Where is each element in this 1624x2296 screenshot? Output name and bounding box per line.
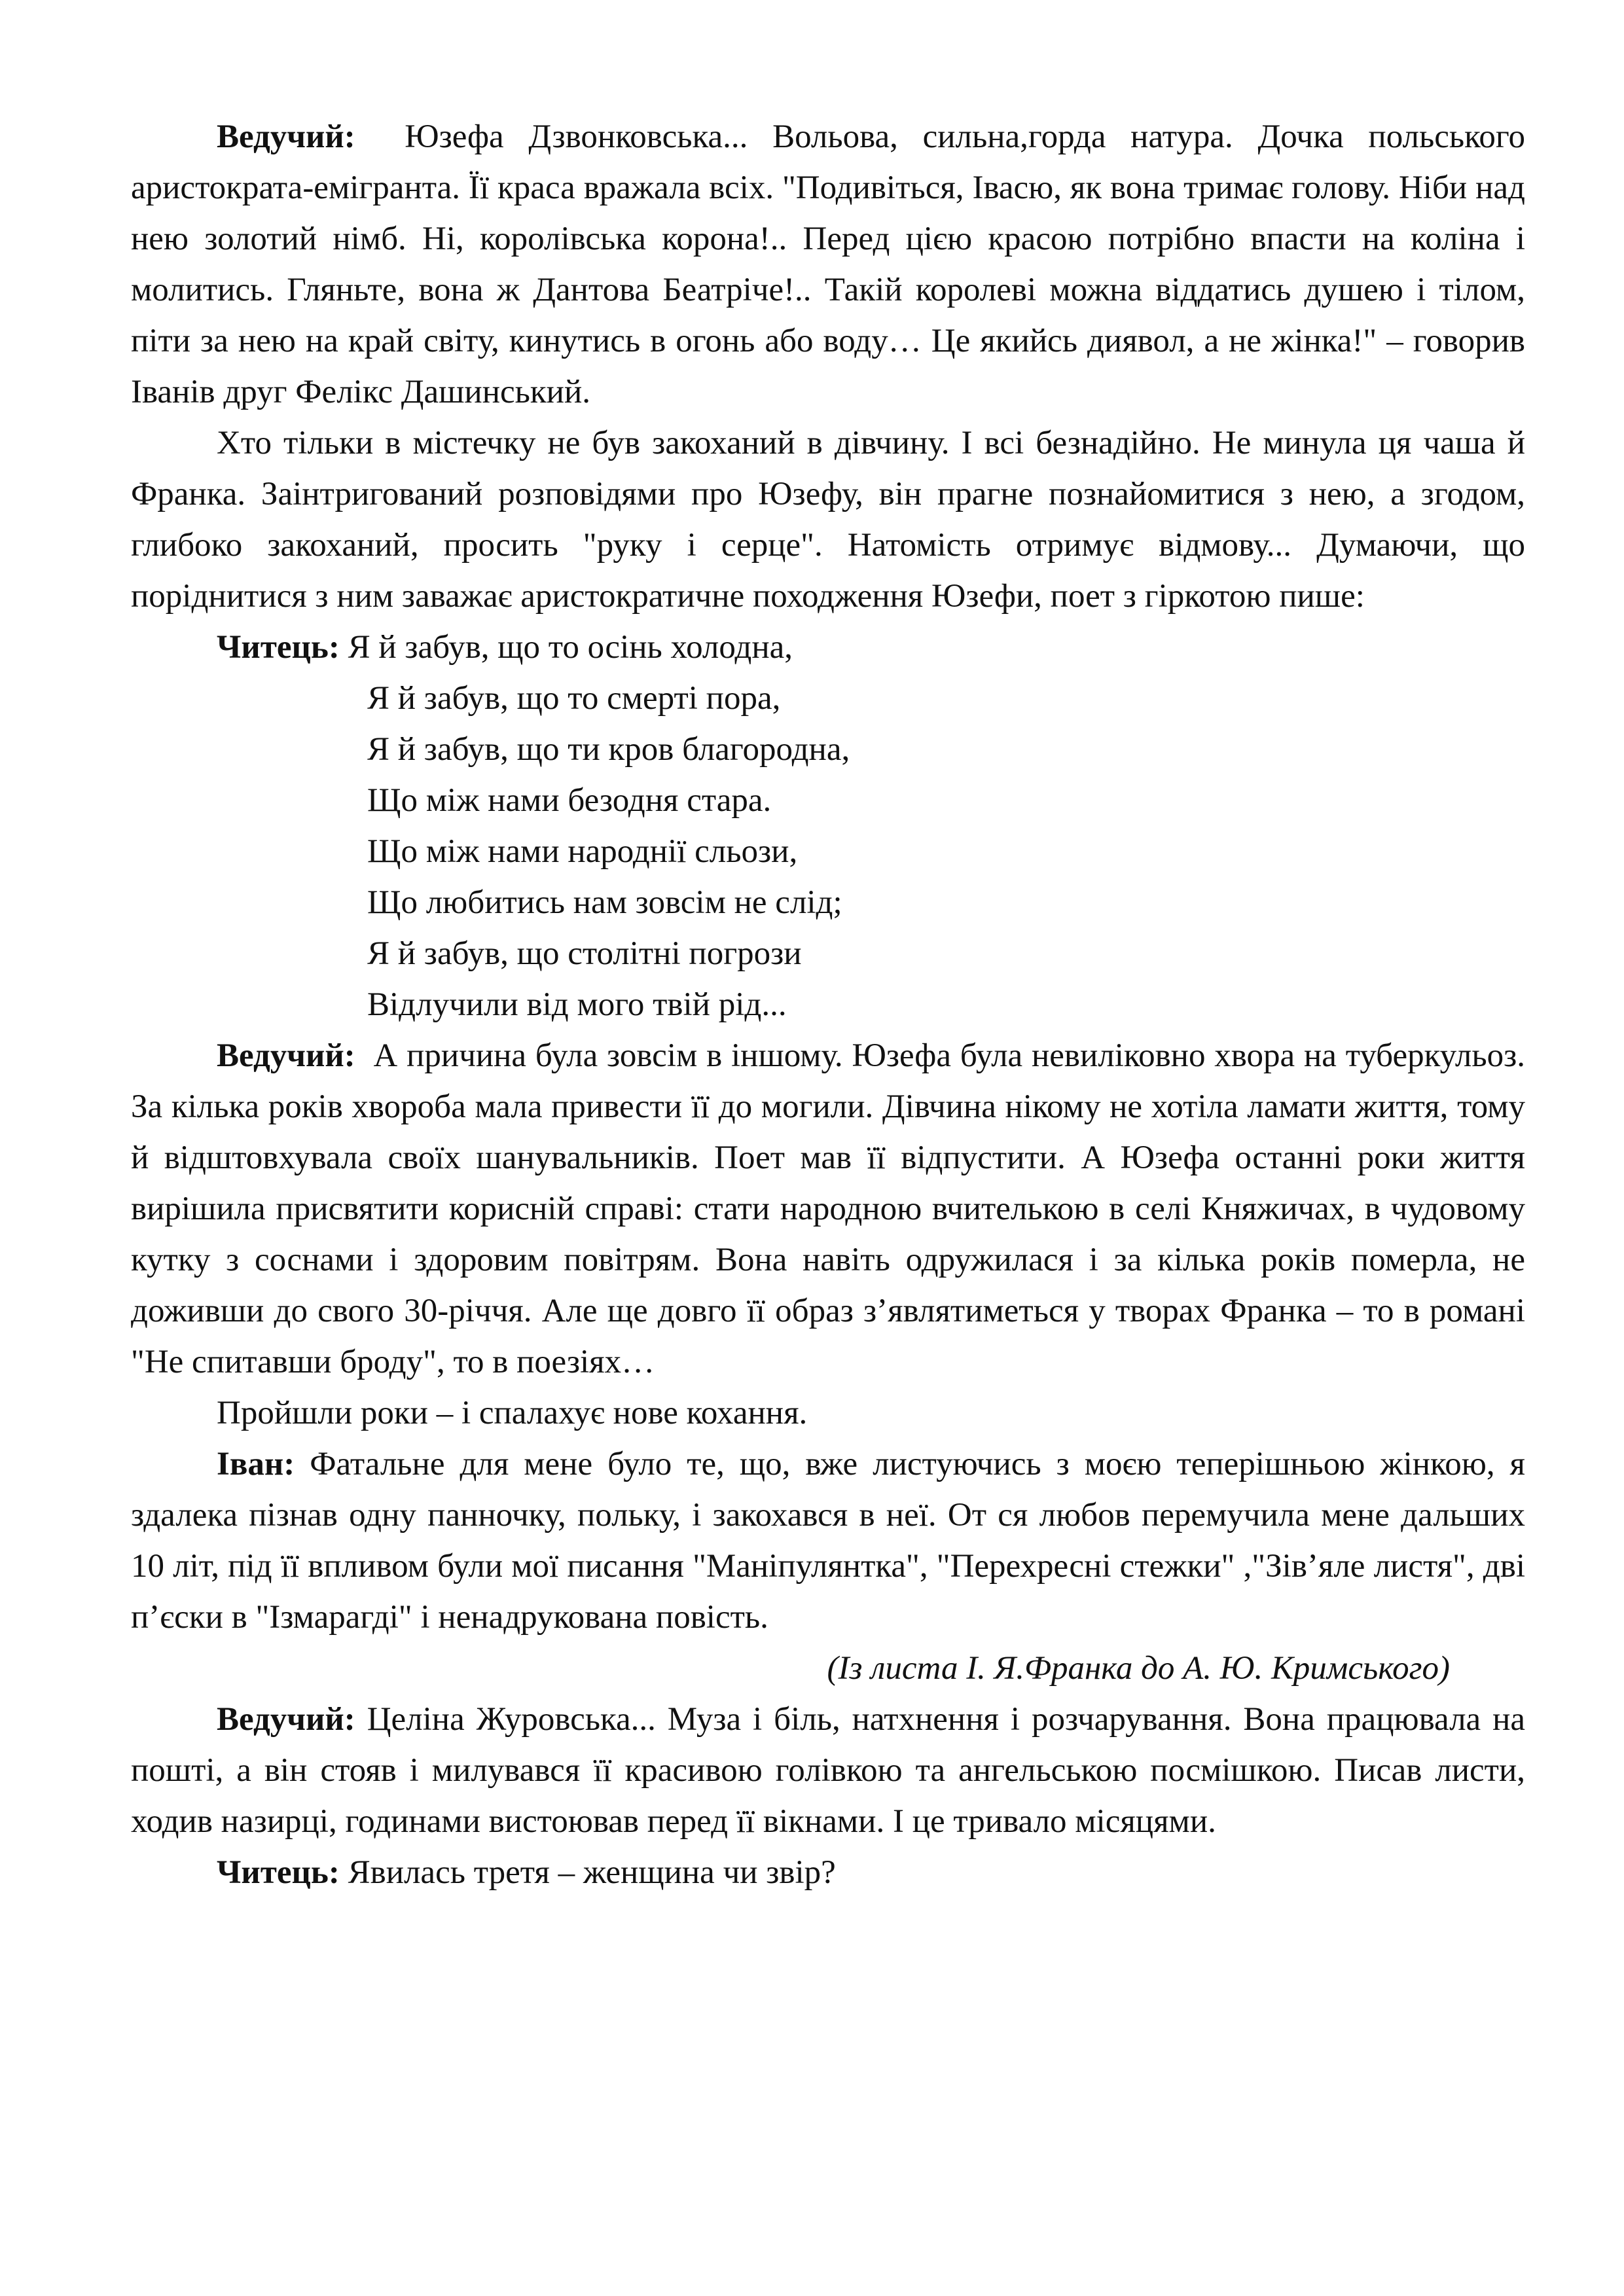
paragraph-host-celina xyxy=(131,1694,1525,1847)
paragraph-text: Пройшли роки – і спалахує нове кохання. xyxy=(217,1395,808,1431)
paragraph-host-illness xyxy=(131,1030,1525,1388)
speaker-label: Читець: xyxy=(217,629,340,666)
poem-line xyxy=(131,622,1525,673)
paragraph-text: А причина була зовсім в іншому. Юзефа була невиліковно хвора на туберкульоз. За кілька років хвороба мала привести її до могили. Дівчина нікому не хотіла ламати життя, тому й відштовхувала своїх шанувальників. Поет мав її відпустити. А Юзефа останні роки життя вирішила присвятити корисній справі: стати народною вчителькою в селі Княжичах, в чудовому кутку з соснами і здоровим повітрям. Вона навіть одружилася і за кілька років померла, не доживши до свого 30-річчя. Але ще довго її образ з’являтиметься у творах Франка – то в романі "Не спитавши броду", то в поезіях… xyxy=(131,1037,1526,1380)
paragraph-reader-third xyxy=(131,1847,1525,1898)
poem-line: Я й забув, що ти кров благородна, xyxy=(367,731,850,768)
document-body xyxy=(131,111,1525,1898)
speaker-label: Ведучий: xyxy=(217,1701,355,1738)
letter-citation: (Із листа І. Я.Франка до А. Ю. Кримського) xyxy=(827,1650,1450,1687)
poem-line: Що між нами народнії сльози, xyxy=(367,833,798,870)
speaker-label: Ведучий: xyxy=(217,118,355,155)
speaker-label: Ведучий: xyxy=(217,1037,355,1074)
poem-line-text: Я й забув, що то осінь холодна, xyxy=(348,629,793,666)
paragraph-text: Явилась третя – женщина чи звір? xyxy=(348,1854,836,1891)
paragraph-ivan-letter xyxy=(131,1439,1525,1643)
paragraph-text: Фатальне для мене було те, що, вже листуючись з моєю теперішньою жінкою, я здалека пізнав одну панночку, польку, і закохався в неї. От ся любов перемучила мене дальших 10 літ, під її впливом були мої писання "Маніпулянтка", "Перехресні стежки" ,"Зів’яле листя", дві п’єски в "Ізмарагді" і ненадрукована повість. xyxy=(131,1446,1526,1636)
paragraph-text: Юзефа Дзвонковська... Вольова, сильна,горда натура. Дочка польського аристократа-емігранта. Її краса вражала всіх. "Подивіться, Івасю, як вона тримає голову. Ніби над нею золотий німб. Ні, королівська корона!.. Перед цією красою потрібно впасти на коліна і молитись. Гляньте, вона ж Дантова Беатріче!.. Такій королеві можна віддатись душею і тілом, піти за нею на край світу, кинутись в огонь або воду… Це якийсь диявол, а не жінка!" – говорив Іванів друг Фелікс Дашинський. xyxy=(131,118,1525,410)
paragraph-text: Хто тільки в містечку не був закоханий в дівчину. І всі безнадійно. Не минула ця чаша й Франка. Заінтригований розповідями про Юзефу, він прагне познайомитися з нею, а згодом, глибоко закоханий, просить "руку і серце". Натомість отримує відмову... Думаючи, що поріднитися з ним заважає аристократичне походження Юзефи, поет з гіркотою пише: xyxy=(131,425,1525,615)
poem-line: Я й забув, що то смерті пора, xyxy=(367,680,781,717)
poem-line: Що між нами безодня стара. xyxy=(367,782,772,819)
paragraph-text: Целіна Журовська... Муза і біль, натхнення і розчарування. Вона працювала на пошті, а він стояв і милувався її красивою голівкою та ангельською посмішкою. Писав листи, ходив назирці, годинами вистоював перед її вікнами. І це тривало місяцями. xyxy=(131,1701,1525,1840)
poem-line: Відлучили від мого твій рід... xyxy=(367,986,787,1023)
paragraph-franko-proposal xyxy=(131,418,1525,622)
poem-line: Я й забув, що столітні погрози xyxy=(367,935,802,972)
speaker-label: Читець: xyxy=(217,1854,340,1891)
paragraph-new-love xyxy=(131,1388,1525,1439)
paragraph-host-jozefa-intro xyxy=(131,111,1525,418)
poem-line: Що любитись нам зовсім не слід; xyxy=(367,884,842,921)
poem-block xyxy=(131,622,1525,1030)
speaker-label: Іван: xyxy=(217,1446,295,1482)
